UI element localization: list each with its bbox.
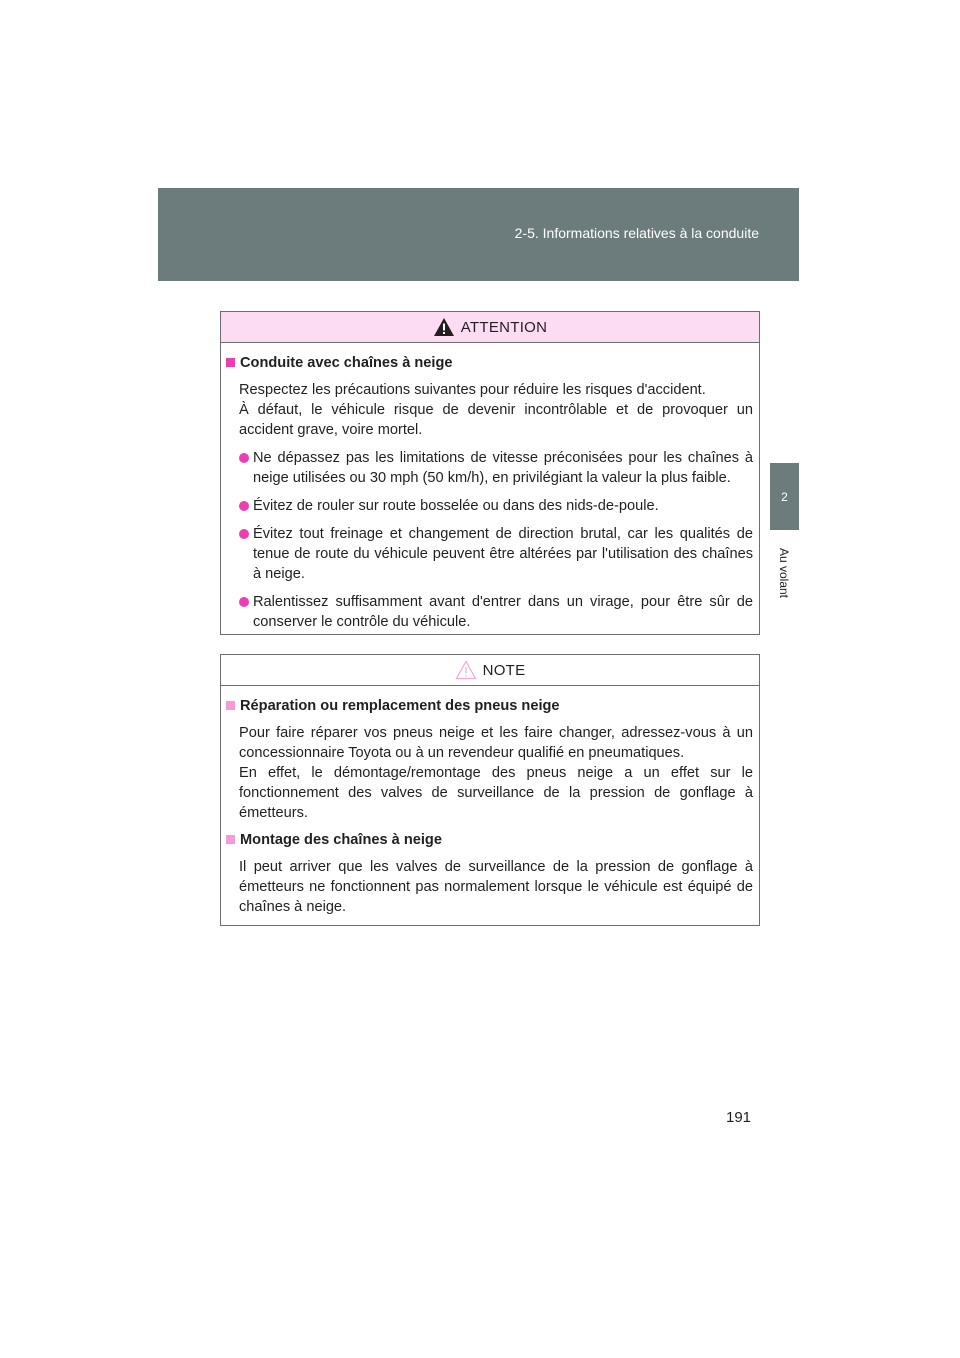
note-paragraph: Il peut arriver que les valves de surveillance de la pression de gonflage à émetteurs ne fonctionnent pas normalement lorsque le véhicule est équipé de chaînes à neige. [239, 859, 753, 915]
attention-bullet-list [239, 448, 753, 632]
list-item-text: Ne dépassez pas les limitations de vitesse préconisées pour les chaînes à neige utilisées ou 30 mph (50 km/h), en privilégiant la valeur la plus faible. [253, 450, 753, 486]
list-item [239, 592, 753, 632]
square-bullet-icon [226, 835, 235, 844]
attention-intro [239, 380, 753, 440]
note-paragraph: En effet, le démontage/remontage des pneus neige a un effet sur le fonctionnement des valves de surveillance de la pression de gonflage à émetteurs. [239, 765, 753, 821]
note-section-title-text: Montage des chaînes à neige [240, 832, 442, 848]
attention-section-title [226, 353, 753, 373]
note-section-title [226, 696, 753, 716]
chapter-tab-label [770, 538, 799, 608]
attention-header [221, 312, 759, 343]
caution-outline-icon [455, 660, 477, 680]
note-body [221, 686, 759, 917]
square-bullet-icon [226, 701, 235, 710]
note-section-title-text: Réparation ou remplacement des pneus neige [240, 698, 560, 714]
attention-intro-line: Respectez les précautions suivantes pour réduire les risques d'accident. [239, 382, 706, 398]
chapter-tab-number: 2 [770, 463, 799, 530]
round-bullet-icon [239, 501, 249, 511]
note-section-title [226, 830, 753, 850]
note-paragraph: Pour faire réparer vos pneus neige et les faire changer, adressez-vous à un concessionnaire Toyota ou à un revendeur qualifié en pneumatiques. [239, 725, 753, 761]
list-item-text: Évitez de rouler sur route bosselée ou dans des nids-de-poule. [253, 498, 659, 514]
round-bullet-icon [239, 529, 249, 539]
list-item [239, 496, 753, 516]
list-item [239, 448, 753, 488]
attention-intro-line: À défaut, le véhicule risque de devenir incontrôlable et de provoquer un accident grave, voire mortel. [239, 402, 753, 438]
chapter-title: 2-5. Informations relatives à la conduite [514, 225, 759, 241]
list-item-text: Ralentissez suffisamment avant d'entrer dans un virage, pour être sûr de conserver le contrôle du véhicule. [253, 594, 753, 630]
note-header [221, 655, 759, 686]
attention-box [220, 311, 760, 635]
note-section-paragraphs [239, 723, 753, 823]
note-title: NOTE [482, 661, 526, 679]
round-bullet-icon [239, 597, 249, 607]
square-bullet-icon [226, 358, 235, 367]
round-bullet-icon [239, 453, 249, 463]
chapter-tab-label-text: Au volant [777, 547, 792, 599]
list-item [239, 524, 753, 584]
attention-body [221, 343, 759, 632]
note-section-paragraphs [239, 857, 753, 917]
list-item-text: Évitez tout freinage et changement de direction brutal, car les qualités de tenue de route du véhicule peuvent être altérées par l'utilisation des chaînes à neige. [253, 526, 753, 582]
chapter-header [158, 188, 799, 281]
warning-triangle-icon [433, 317, 455, 337]
note-box [220, 654, 760, 926]
page-number: 191 [726, 1109, 752, 1126]
attention-title: ATTENTION [460, 318, 548, 336]
attention-section-title-text: Conduite avec chaînes à neige [240, 355, 453, 371]
